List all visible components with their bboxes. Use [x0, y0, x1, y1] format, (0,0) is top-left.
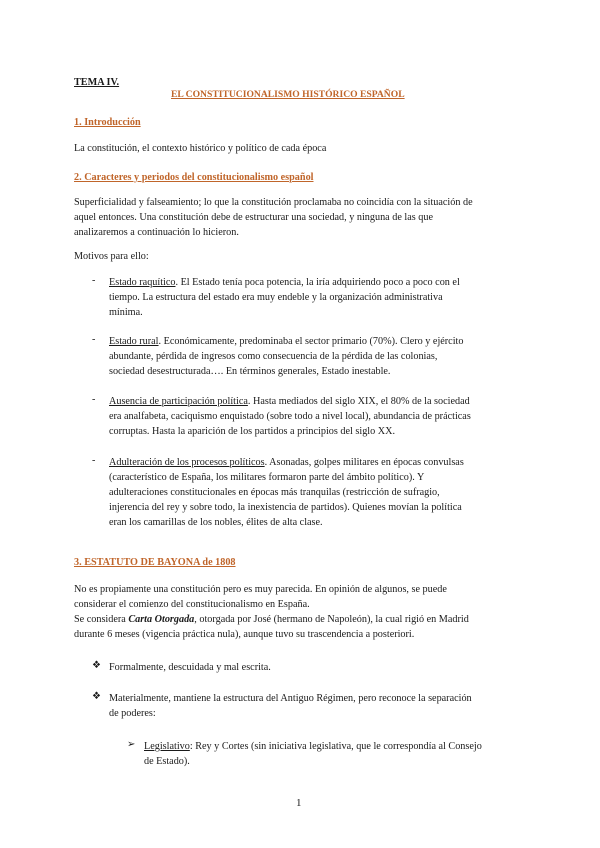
text-run: Se considera [74, 614, 129, 625]
section-1-heading: 1. Introducción [74, 117, 141, 128]
list-item-text: corruptas. Hasta la aparición de los partidos a principios del siglo XX. [109, 426, 396, 437]
bullet-item: de poderes: [109, 708, 156, 719]
list-item-text: abundante, pérdida de ingresos como consecuencia de la pérdida de las colonias, [109, 351, 438, 362]
dash-bullet-icon: - [92, 455, 96, 466]
sub-bullet-text: : Rey y Cortes (sin iniciativa legislativa, que le correspondía al Consejo [189, 741, 482, 752]
list-item-text: (característico de España, los militares formaron parte del ámbito político). Y [109, 472, 425, 483]
section-3-paragraph-line: durante 6 meses (vigencia práctica nula), aunque tuvo su trascendencia a posteriori. [74, 629, 415, 640]
list-item [109, 394, 470, 409]
dash-bullet-icon: - [92, 394, 96, 405]
carta-otorgada-term: Carta Otorgada [128, 614, 195, 625]
bullet-item: Materialmente, mantiene la estructura del Antiguo Régimen, pero reconoce la separación [109, 693, 472, 704]
list-item-text: . Económicamente, predominaba el sector primario (70%). Clero y ejército [158, 336, 464, 347]
list-item-text: mínima. [109, 307, 143, 318]
motivos-label: Motivos para ello: [74, 251, 149, 262]
diamond-bullet-icon: ❖ [92, 691, 101, 702]
diamond-bullet-icon: ❖ [92, 660, 101, 671]
section-3-paragraph-line [74, 612, 469, 627]
list-item-text: tiempo. La estructura del estado era muy endeble y la organización administrativa [109, 292, 443, 303]
section-2-heading: 2. Caracteres y periodos del constitucionalismo español [74, 172, 314, 183]
list-item [109, 275, 460, 290]
bullet-item: Formalmente, descuidada y mal escrita. [109, 662, 271, 673]
list-item [109, 455, 464, 470]
dash-bullet-icon: - [92, 275, 96, 286]
list-item-term: Adulteración de los procesos políticos [109, 457, 265, 468]
page-number: 1 [296, 797, 302, 809]
list-item-text: adulteraciones constitucionales en épocas más tranquilas (restricción de sufragio, [109, 487, 440, 498]
list-item [109, 334, 463, 349]
sub-bullet-term: Legislativo [144, 741, 190, 752]
section-2-paragraph-line: aquel entonces. Una constitución debe de estructurar una sociedad, y ninguna de las que [74, 212, 433, 223]
sub-bullet-text: de Estado). [144, 756, 190, 767]
text-run: , otorgada por José (hermano de Napoleón), la cual rigió en Madrid [194, 614, 469, 625]
list-item-text: era analfabeta, caciquismo enquistado (sobre todo a nivel local), abundancia de prácticas [109, 411, 471, 422]
list-item-term: Ausencia de participación política [109, 396, 248, 407]
list-item-text: . Asonadas, golpes militares en épocas convulsas [264, 457, 464, 468]
section-2-paragraph-line: analizaremos a continuación lo hicieron. [74, 227, 239, 238]
section-2-paragraph-line: Superficialidad y falseamiento; lo que la constitución proclamaba no coincidía con la situación de [74, 197, 473, 208]
section-3-paragraph-line: No es propiamente una constitución pero es muy parecida. En opinión de algunos, se puede [74, 584, 447, 595]
dash-bullet-icon: - [92, 334, 96, 345]
page-title: EL CONSTITUCIONALISMO HISTÓRICO ESPAÑOL [171, 89, 405, 100]
list-item-text: . Hasta mediados del siglo XIX, el 80% de la sociedad [247, 396, 470, 407]
list-item-text: eran los camarillas de los nobles, élites de alta clase. [109, 517, 323, 528]
section-3-heading: 3. ESTATUTO DE BAYONA de 1808 [74, 557, 236, 568]
arrow-bullet-icon: ➢ [127, 739, 136, 750]
list-item-text: . El Estado tenía poca potencia, la iría adquiriendo poco a poco con el [175, 277, 460, 288]
section-1-text: La constitución, el contexto histórico y político de cada época [74, 143, 327, 154]
list-item-term: Estado rural [109, 336, 159, 347]
list-item-text: injerencia del rey y sobre todo, la inexistencia de partidos). Quienes movían la política [109, 502, 462, 513]
tema-label: TEMA IV. [74, 77, 120, 88]
list-item-term: Estado raquítico [109, 277, 176, 288]
section-3-paragraph-line: considerar el comienzo del constitucionalismo en España. [74, 599, 310, 610]
list-item-text: sociedad desestructurada…. En términos generales, Estado inestable. [109, 366, 391, 377]
sub-bullet-item [144, 739, 482, 754]
